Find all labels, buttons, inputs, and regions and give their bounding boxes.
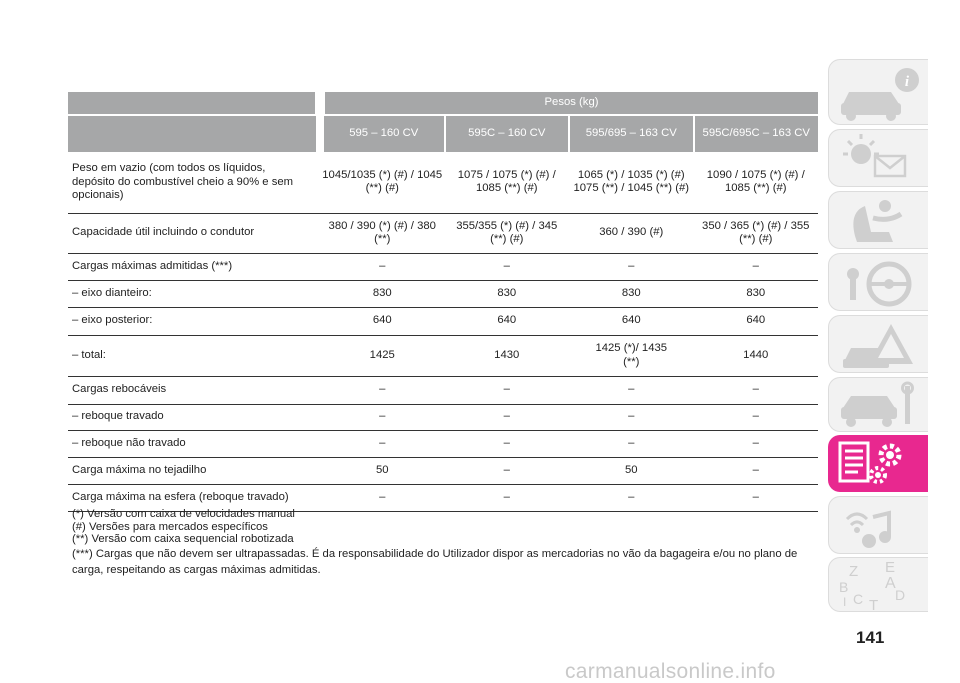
key-steering-icon — [829, 254, 929, 312]
airbag-seat-icon — [829, 192, 929, 250]
table-row — [68, 457, 818, 484]
weights-table — [68, 92, 818, 512]
row-label: Carga máxima na esfera (reboque travado) — [68, 484, 320, 511]
header-blank-cell — [68, 116, 320, 152]
cell-value: 1425 (*)/ 1435 (**) — [569, 335, 694, 376]
footnote: (***) Cargas que não devem ser ultrapassadas. É da responsabilidade do Utilizador dispor as mercadorias no vão da bagageira e/ou no plano de carga, respeitando as cargas máximas admitidas. — [72, 547, 798, 577]
row-label: Cargas rebocáveis — [68, 376, 320, 404]
cell-value: 640 — [320, 307, 445, 335]
table-column-header-row — [68, 116, 818, 152]
row-label: Carga máxima no tejadilho — [68, 457, 320, 484]
cell-value: – — [445, 457, 570, 484]
table-group-header-row — [68, 92, 818, 114]
row-label: – reboque não travado — [68, 430, 320, 457]
cell-value: – — [445, 430, 570, 457]
cell-value: 1440 — [694, 335, 819, 376]
cell-value: 640 — [694, 307, 819, 335]
watermark: carmanualsonline.info — [565, 660, 776, 683]
cell-value: – — [694, 253, 819, 280]
cell-value: – — [445, 376, 570, 404]
cell-value: 1075 / 1075 (*) (#) / 1085 (**) (#) — [445, 152, 570, 213]
cell-value: 380 / 390 (*) (#) / 380 (**) — [320, 213, 445, 253]
tab-maintenance[interactable] — [828, 377, 928, 432]
cell-value: 830 — [569, 280, 694, 307]
tab-technical-data[interactable] — [828, 435, 928, 492]
cell-value: 50 — [320, 457, 445, 484]
tab-vehicle-knowledge[interactable] — [828, 59, 928, 125]
table-row — [68, 430, 818, 457]
cell-value: 1425 — [320, 335, 445, 376]
cell-value: 830 — [320, 280, 445, 307]
row-label: – total: — [68, 335, 320, 376]
index-letter: A — [885, 575, 896, 592]
multimedia-icon — [829, 497, 929, 555]
weights-group-header: Pesos (kg) — [320, 92, 818, 114]
technical-data-icon — [828, 435, 928, 492]
cell-value: – — [445, 484, 570, 511]
table-row — [68, 152, 818, 213]
index-letter: D — [895, 587, 906, 603]
cell-value: 830 — [694, 280, 819, 307]
row-label: – reboque travado — [68, 404, 320, 430]
table-row — [68, 484, 818, 511]
tab-emergency[interactable] — [828, 315, 928, 373]
footnote: (#) Versões para mercados específicos — [72, 520, 268, 533]
row-label: Cargas máximas admitidas (***) — [68, 253, 320, 280]
table-row — [68, 307, 818, 335]
index-letter: I — [843, 595, 847, 609]
index-letter: Z — [849, 563, 859, 580]
car-info-icon — [829, 60, 929, 126]
cell-value: – — [320, 376, 445, 404]
header-blank-cell — [68, 92, 320, 114]
index-letter: T — [869, 597, 879, 613]
cell-value: 350 / 365 (*) (#) / 355 (**) (#) — [694, 213, 819, 253]
breakdown-warning-icon — [829, 316, 929, 374]
tab-index[interactable] — [828, 557, 928, 612]
index-letter: B — [839, 579, 849, 595]
cell-value: – — [445, 253, 570, 280]
footnote: (**) Versão com caixa sequencial robotizada — [72, 533, 294, 546]
footnotes — [72, 508, 822, 579]
cell-value: 1045/1035 (*) (#) / 1045 (**) (#) — [320, 152, 445, 213]
cell-value: – — [569, 484, 694, 511]
cell-value: – — [569, 404, 694, 430]
cell-value: 360 / 390 (#) — [569, 213, 694, 253]
row-label: – eixo dianteiro: — [68, 280, 320, 307]
column-header: 595 – 160 CV — [320, 116, 445, 152]
page-number: 141 — [856, 628, 885, 647]
svg-text:i: i — [904, 74, 910, 90]
table-row — [68, 253, 818, 280]
cell-value: – — [320, 253, 445, 280]
cell-value: 1065 (*) / 1035 (*) (#) 1075 (**) / 1045 (**) (#) — [569, 152, 694, 213]
column-header: 595C – 160 CV — [445, 116, 570, 152]
row-label: – eixo posterior: — [68, 307, 320, 335]
footnote: (*) Versão com caixa de velocidades manual — [72, 508, 295, 520]
cell-value: 830 — [445, 280, 570, 307]
table-row — [68, 376, 818, 404]
cell-value: – — [569, 376, 694, 404]
index-letter: E — [885, 559, 896, 576]
column-header: 595/695 – 163 CV — [569, 116, 694, 152]
cell-value: – — [694, 376, 819, 404]
column-header: 595C/695C – 163 CV — [694, 116, 819, 152]
cell-value: – — [320, 430, 445, 457]
table-row — [68, 213, 818, 253]
cell-value: 1090 / 1075 (*) (#) / 1085 (**) (#) — [694, 152, 819, 213]
row-label: Capacidade útil incluindo o condutor — [68, 213, 320, 253]
table-row — [68, 280, 818, 307]
cell-value: 1430 — [445, 335, 570, 376]
cell-value: – — [569, 430, 694, 457]
cell-value: – — [320, 404, 445, 430]
table-row — [68, 404, 818, 430]
cell-value: 640 — [569, 307, 694, 335]
table-row — [68, 335, 818, 376]
index-letter: C — [853, 591, 864, 607]
warning-lights-icon — [829, 130, 929, 188]
row-label: Peso em vazio (com todos os líquidos, depósito do combustível cheio a 90% e sem opcionais) — [68, 152, 320, 213]
cell-value: – — [569, 253, 694, 280]
cell-value: 640 — [445, 307, 570, 335]
cell-value: – — [694, 457, 819, 484]
cell-value: 50 — [569, 457, 694, 484]
cell-value: 355/355 (*) (#) / 345 (**) (#) — [445, 213, 570, 253]
cell-value: – — [694, 484, 819, 511]
car-maintenance-icon — [829, 378, 929, 433]
tab-multimedia[interactable] — [828, 496, 928, 554]
cell-value: – — [694, 404, 819, 430]
index-icon — [829, 558, 929, 613]
tab-starting-driving[interactable] — [828, 253, 928, 311]
cell-value: – — [694, 430, 819, 457]
cell-value: – — [320, 484, 445, 511]
tab-safety[interactable] — [828, 191, 928, 249]
cell-value: – — [445, 404, 570, 430]
tab-dashboard[interactable] — [828, 129, 928, 187]
